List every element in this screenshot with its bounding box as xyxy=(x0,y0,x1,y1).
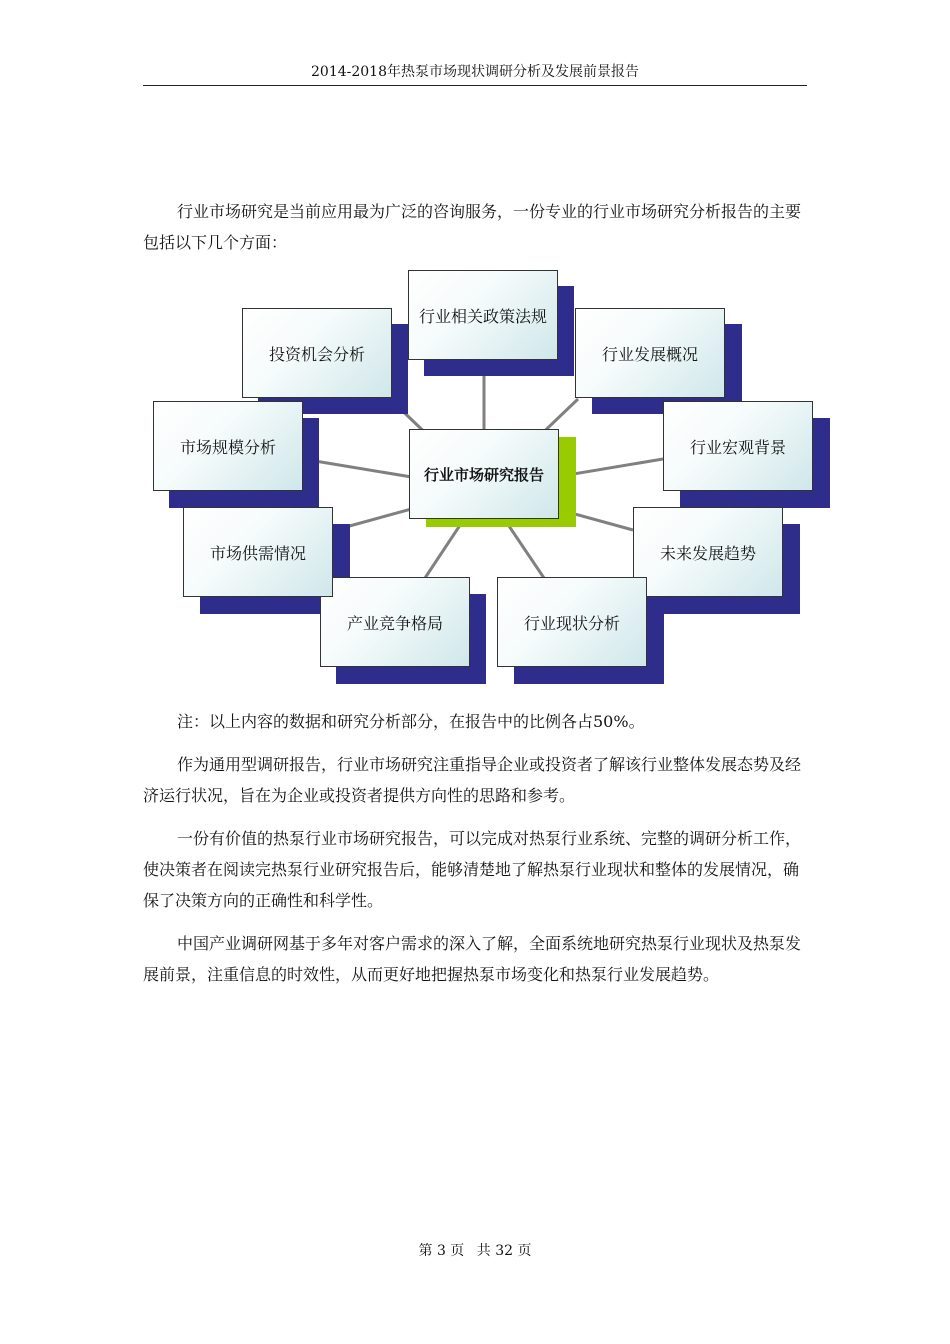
node-policy-regulations: 行业相关政策法规 xyxy=(408,270,558,360)
node-competition-landscape: 产业竞争格局 xyxy=(320,577,470,667)
node-market-size: 市场规模分析 xyxy=(153,401,303,491)
node-future-trends: 未来发展趋势 xyxy=(633,507,783,597)
body-paragraph: 作为通用型调研报告，行业市场研究注重指导企业或投资者了解该行业整体发展态势及经济运行状况，旨在为企业或投资者提供方向性的思路和参考。 xyxy=(143,755,802,805)
page-header: 2014-2018年热泵市场现状调研分析及发展前景报告 xyxy=(311,64,639,80)
body-paragraph: 中国产业调研网基于多年对客户需求的深入了解，全面系统地研究热泵行业现状及热泵发展前景，注重信息的时效性，从而更好地把握热泵市场变化和热泵行业发展趋势。 xyxy=(143,934,802,984)
page-number: 第 3 页 xyxy=(418,1243,465,1259)
node-investment-opportunity: 投资机会分析 xyxy=(242,308,392,398)
body-paragraph: 一份有价值的热泵行业市场研究报告，可以完成对热泵行业系统、完整的调研分析工作，使决策者在阅读完热泵行业研究报告后，能够清楚地了解热泵行业现状和整体的发展情况，确保了决策方向的正确性和科学性。 xyxy=(143,829,802,910)
note-text: 注：以上内容的数据和研究分析部分，在报告中的比例各占50%。 xyxy=(177,712,645,731)
page-total: 共 32 页 xyxy=(476,1243,532,1259)
page-footer xyxy=(0,1240,950,1260)
node-current-status: 行业现状分析 xyxy=(497,577,647,667)
intro-paragraph: 行业市场研究是当前应用最为广泛的咨询服务，一份专业的行业市场研究分析报告的主要包括以下几个方面： xyxy=(143,202,802,252)
center-node: 行业市场研究报告 xyxy=(409,429,559,519)
header-rule xyxy=(143,85,807,86)
node-macro-background: 行业宏观背景 xyxy=(663,401,813,491)
node-supply-demand: 市场供需情况 xyxy=(183,507,333,597)
node-industry-overview: 行业发展概况 xyxy=(575,308,725,398)
